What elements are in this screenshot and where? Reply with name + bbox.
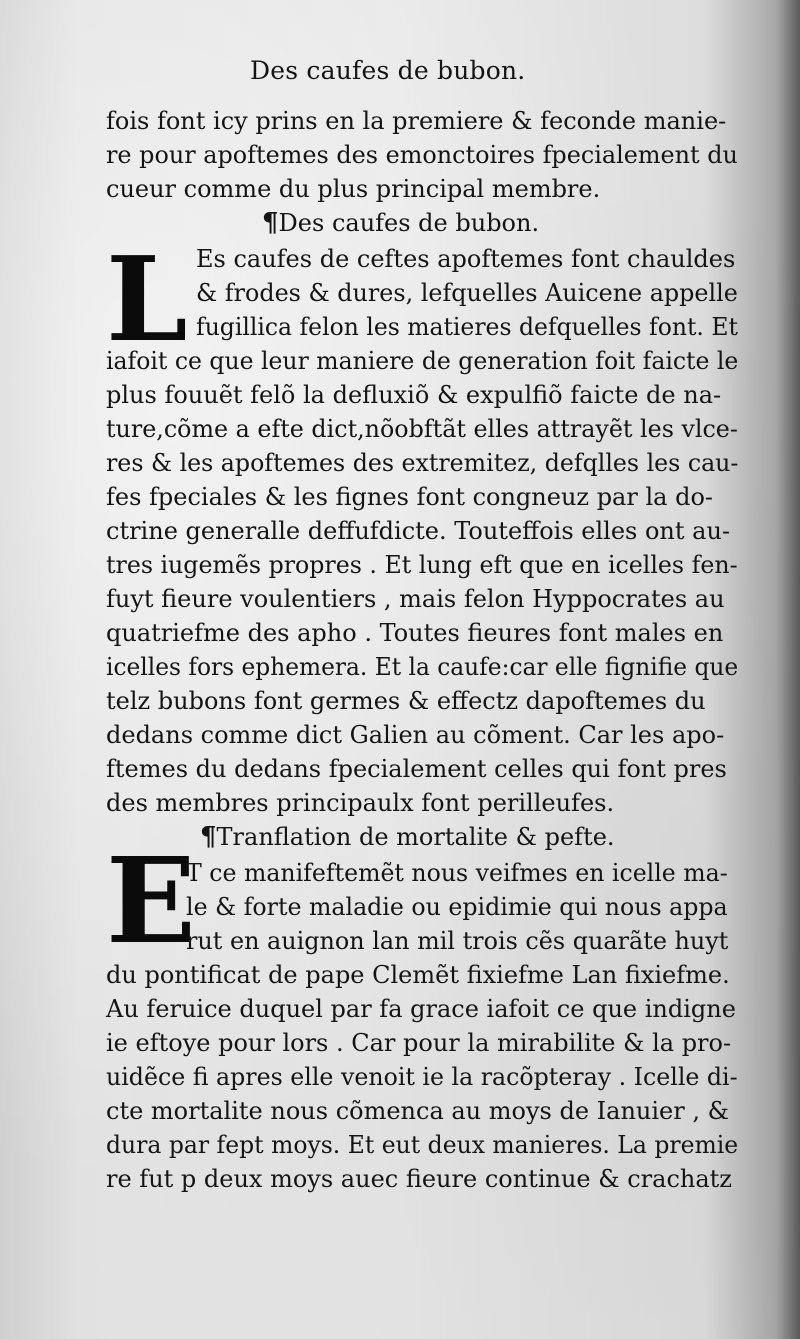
text-line: uidẽce fi apres elle venoit ie la racõpteray . Icelle di- [106, 1063, 738, 1091]
section-heading [200, 820, 615, 854]
text-line: res & les apoftemes des extremitez, defqlles les cau- [106, 449, 739, 477]
text-line: telz bubons font germes & effectz dapoftemes du [106, 687, 706, 715]
text-line: re fut p deux moys auec fieure continue & crachatz [106, 1165, 732, 1193]
text-line: quatriefme des apho . Toutes fieures font males en [106, 619, 724, 647]
text-line: ture,cõme a efte dict,nõobftãt elles attrayẽt les vlce- [106, 415, 738, 443]
text-line: cte mortalite nous cõmenca au moys de Ianuier , & [106, 1097, 729, 1125]
text-line: fes fpeciales & les fignes font congneuz par la do- [106, 483, 713, 511]
drop-cap-L: L [106, 232, 188, 368]
text-line: fugillica felon les matieres defquelles font. Et [196, 313, 738, 341]
text-line: T ce manifeftemẽt nous veifmes en icelle ma- [186, 859, 728, 887]
section-heading [262, 206, 539, 240]
text-line: fois font icy prins en la premiere & feconde manie- [106, 107, 727, 135]
text-line: du pontificat de pape Clemẽt fixiefme Lan fixiefme. [106, 961, 730, 989]
text-line: Es caufes de ceftes apoftemes font chauldes [196, 245, 736, 273]
text-line: plus fouuẽt felõ la defluxiõ & expulfiõ faicte de na- [106, 381, 722, 409]
text-line: dura par fept moys. Et eut deux manieres. La premie [106, 1131, 739, 1159]
section-heading-text: Des caufes de bubon. [278, 209, 540, 237]
text-line: fuyt fieure voulentiers , mais felon Hyppocrates au [106, 585, 725, 613]
section-heading-text: Tranflation de mortalite & pefte. [216, 823, 615, 851]
text-line: dedans comme dict Galien au cõment. Car les apo- [106, 721, 725, 749]
pilcrow-icon: ¶ [262, 208, 279, 238]
pilcrow-icon: ¶ [200, 822, 217, 852]
text-line: tres iugemẽs propres . Et lung eft que en icelles fen- [106, 551, 738, 579]
drop-cap-E: E [106, 831, 196, 970]
text-line: & frodes & dures, lefquelles Auicene appelle [196, 279, 738, 307]
text-line: Au feruice duquel par fa grace iafoit ce que indigne [106, 995, 736, 1023]
text-line: des membres principaulx font perilleufes. [106, 789, 615, 817]
text-line: ctrine generalle deffufdicte. Touteffois elles ont au- [106, 517, 731, 545]
text-line: le & forte maladie ou epidimie qui nous appa [186, 893, 728, 921]
text-line: ie eftoye pour lors . Car pour la mirabilite & la pro- [106, 1029, 732, 1057]
text-line: icelles fors ephemera. Et la caufe:car elle fignifie que [106, 653, 739, 681]
text-line: re pour apoftemes des emonctoires fpecialement du [106, 141, 738, 169]
running-header: Des caufes de bubon. [250, 56, 526, 85]
text-line: rut en auignon lan mil trois cẽs quarãte huyt [186, 927, 729, 955]
text-line: iafoit ce que leur maniere de generation foit faicte le [106, 347, 739, 375]
text-line: cueur comme du plus principal membre. [106, 175, 601, 203]
text-line: ftemes du dedans fpecialement celles qui font pres [106, 755, 727, 783]
